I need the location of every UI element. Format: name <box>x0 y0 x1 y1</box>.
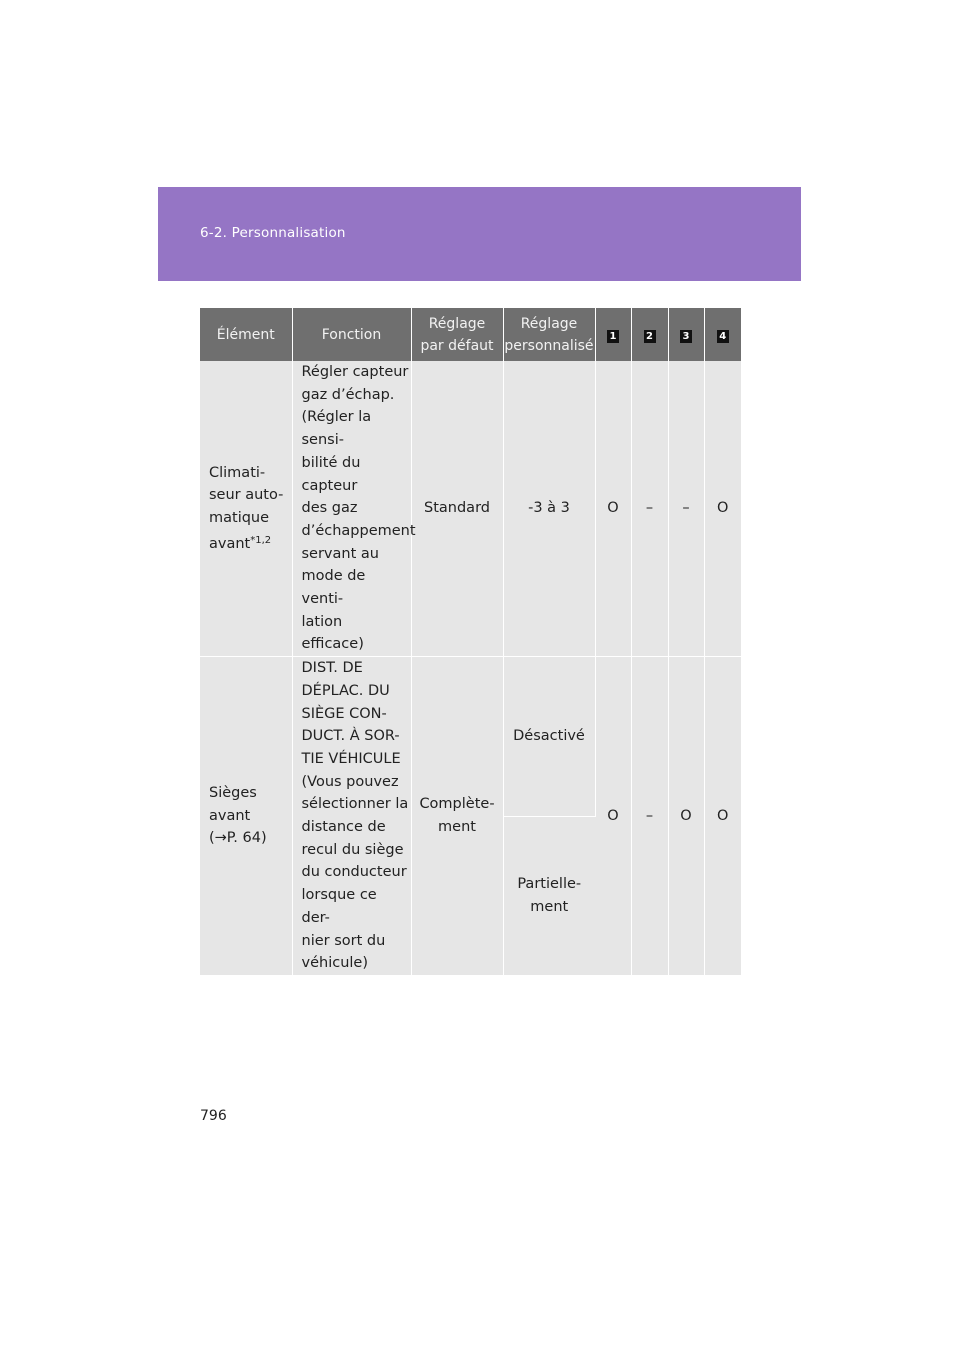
col-3 <box>668 308 704 361</box>
col-function: Fonction <box>292 308 411 361</box>
number-2-icon: 2 <box>644 330 656 343</box>
row2-mark-1: O <box>595 657 631 976</box>
col-2 <box>631 308 668 361</box>
customization-table <box>200 308 741 976</box>
col-custom: Réglage personnalisé <box>503 308 595 361</box>
row2-custom-option-1: Désactivé <box>503 657 595 816</box>
col-element: Élément <box>200 308 292 361</box>
number-1-icon: 1 <box>607 330 619 343</box>
page-number: 796 <box>200 1108 227 1124</box>
row2-custom-option-2: Partielle- ment <box>503 816 595 975</box>
row1-mark-3: – <box>668 361 704 657</box>
table-row <box>200 361 741 657</box>
row1-mark-2: – <box>631 361 668 657</box>
row1-mark-4: O <box>704 361 741 657</box>
row2-mark-3: O <box>668 657 704 976</box>
number-3-icon: 3 <box>680 330 692 343</box>
table-header-row <box>200 308 741 361</box>
row2-mark-2: – <box>631 657 668 976</box>
row1-element: Climati- seur auto- matique avant$^{*1,2}$ <box>200 361 292 657</box>
row1-custom: -3 à 3 <box>503 361 595 657</box>
table-row <box>200 657 741 816</box>
row2-default: Complète- ment <box>411 657 503 976</box>
row2-mark-4: O <box>704 657 741 976</box>
row1-mark-1: O <box>595 361 631 657</box>
col-4 <box>704 308 741 361</box>
row2-element: Sièges avant (→P. 64) <box>200 657 292 976</box>
row2-function: DIST. DE DÉPLAC. DU SIÈGE CON- DUCT. À SOR- TIE VÉHICULE (Vous pouvez sélectionner la distance de recul du siège du conducteur lorsque ce der- nier sort du véhicule) <box>292 657 411 976</box>
row1-function: Régler capteur gaz d’échap. (Régler la sensi- bilité du capteur des gaz d’échappement servant au mode de venti- lation efficace) <box>292 361 411 657</box>
section-title: 6-2. Personnalisation <box>200 225 346 241</box>
col-1 <box>595 308 631 361</box>
number-4-icon: 4 <box>717 330 729 343</box>
col-default: Réglage par défaut <box>411 308 503 361</box>
row1-default: Standard <box>411 361 503 657</box>
section-banner <box>158 187 801 281</box>
